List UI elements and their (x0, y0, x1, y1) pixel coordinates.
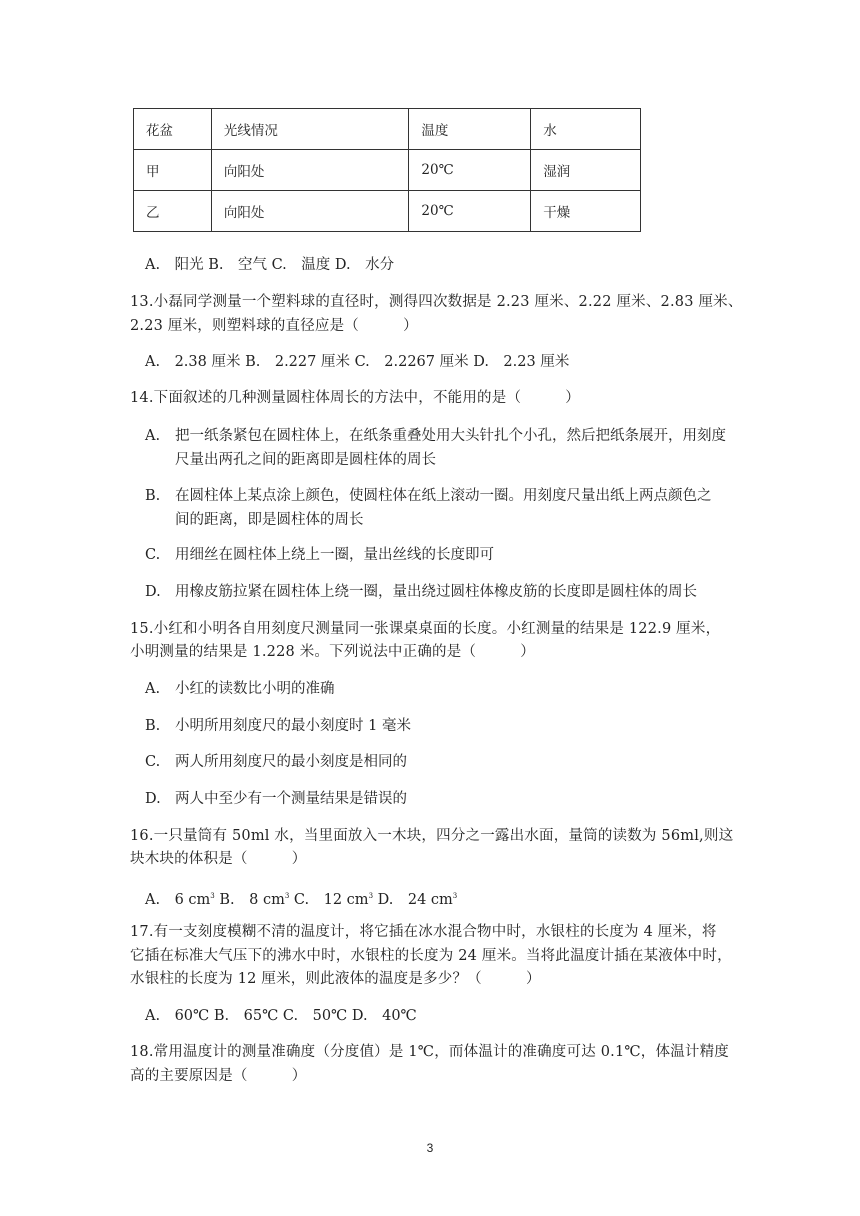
q14-option-b (145, 486, 712, 506)
table-cell: 向阳处 (211, 191, 409, 232)
q18-stem-line2: 高的主要原因是（ ） (130, 1068, 307, 1084)
option-a: A. 6 cm (145, 892, 211, 908)
table-cell: 甲 (134, 150, 212, 191)
option-text: 用细丝在圆柱体上绕上一圈，量出丝线的长度即可 (175, 547, 494, 563)
q14-option-c (145, 545, 494, 565)
option-label: B. (145, 488, 161, 504)
q18-stem-line1: 18.常用温度计的测量准确度（分度值）是 1℃，而体温计的准确度可达 0.1℃，体温计精度 (130, 1044, 730, 1060)
q16-options (145, 886, 457, 910)
q16-stem-line1: 16.一只量筒有 50ml 水，当里面放入一木块，四分之一露出水面，量筒的读数为 56ml,则这 (130, 828, 734, 844)
option-label: C. (145, 754, 161, 770)
table-header-cell: 花盆 (134, 109, 212, 150)
q15-option-d (145, 789, 407, 809)
q14-option-a (145, 426, 726, 446)
option-label: D. (145, 584, 161, 600)
q14-option-d (145, 582, 697, 602)
superscript: 3 (210, 892, 215, 900)
q16-stem-line2: 块木块的体积是（ ） (130, 851, 307, 867)
option-label: A. (145, 428, 161, 444)
q17-stem-line3: 水银柱的长度为 12 厘米，则此液体的温度是多少？（ ） (130, 971, 541, 987)
q14-stem: 14.下面叙述的几种测量圆柱体周长的方法中，不能用的是（ ） (130, 390, 580, 406)
superscript: 3 (284, 892, 290, 900)
table-cell: 湿润 (531, 150, 641, 191)
option-label: C. (145, 547, 161, 563)
option-label: A. (145, 681, 161, 697)
q15-option-c (145, 752, 407, 772)
table-row (134, 150, 641, 191)
table-header-cell: 水 (531, 109, 641, 150)
q15-option-a (145, 679, 335, 699)
option-text: 把一纸条紧包在圆柱体上，在纸条重叠处用大头针扎个小孔，然后把纸条展开，用刻度 (175, 428, 726, 444)
option-text: 用橡皮筋拉紧在圆柱体上绕一圈，量出绕过圆柱体橡皮筋的长度即是圆柱体的周长 (175, 584, 697, 600)
experiment-table (133, 108, 641, 232)
table-header-row (134, 109, 641, 150)
q13-stem-line1: 13.小磊同学测量一个塑料球的直径时，测得四次数据是 2.23 厘米、2.22 厘米、2.83 厘米、 (130, 294, 743, 310)
q13-stem-line2: 2.23 厘米，则塑料球的直径应是（ ） (130, 318, 418, 334)
table-header-cell: 光线情况 (211, 109, 409, 150)
table-cell: 干燥 (531, 191, 641, 232)
q17-options: A. 60℃ B. 65℃ C. 50℃ D. 40℃ (145, 1008, 417, 1024)
option-text: 两人所用刻度尺的最小刻度是相同的 (175, 754, 407, 770)
q15-stem-line2: 小明测量的结果是 1.228 米。下列说法中正确的是（ ） (130, 644, 535, 660)
q14-option-a-cont: 尺量出两孔之间的距离即是圆柱体的周长 (175, 452, 436, 468)
table-cell: 向阳处 (211, 150, 409, 191)
q17-stem-line2: 它插在标准大气压下的沸水中时，水银柱的长度为 24 厘米。当将此温度计插在某液体中时， (130, 948, 732, 964)
option-text: 小明所用刻度尺的最小刻度时 1 毫米 (175, 718, 411, 734)
option-c: C. 12 cm (289, 892, 369, 908)
q15-option-b (145, 716, 411, 736)
option-text: 两人中至少有一个测量结果是错误的 (175, 791, 407, 807)
superscript: 3 (368, 892, 374, 900)
option-b: B. 8 cm (214, 892, 285, 908)
option-text: 小红的读数比小明的准确 (175, 681, 335, 697)
option-text: 在圆柱体上某点涂上颜色，使圆柱体在纸上滚动一圈。用刻度尺量出纸上两点颜色之 (175, 488, 712, 504)
table-row (134, 191, 641, 232)
table-header-cell: 温度 (409, 109, 531, 150)
q15-stem-line1: 15.小红和小明各自用刻度尺测量同一张课桌桌面的长度。小红测量的结果是 122.9 厘米， (130, 621, 721, 637)
option-d: D. 24 cm (373, 892, 453, 908)
table-cell: 乙 (134, 191, 212, 232)
q13-options: A. 2.38 厘米 B. 2.227 厘米 C. 2.2267 厘米 D. 2.23 厘米 (145, 354, 570, 370)
q17-stem-line1: 17.有一支刻度模糊不清的温度计，将它插在冰水混合物中时，水银柱的长度为 4 厘米，将 (130, 924, 717, 940)
option-label: D. (145, 791, 161, 807)
option-label: B. (145, 718, 161, 734)
q12-options: A. 阳光 B. 空气 C. 温度 D. 水分 (145, 257, 395, 273)
q14-option-b-cont: 间的距离，即是圆柱体的周长 (175, 512, 364, 528)
table-cell: 20℃ (409, 191, 531, 232)
superscript: 3 (452, 892, 458, 900)
page-number: 3 (426, 1141, 434, 1155)
table-cell: 20℃ (409, 150, 531, 191)
